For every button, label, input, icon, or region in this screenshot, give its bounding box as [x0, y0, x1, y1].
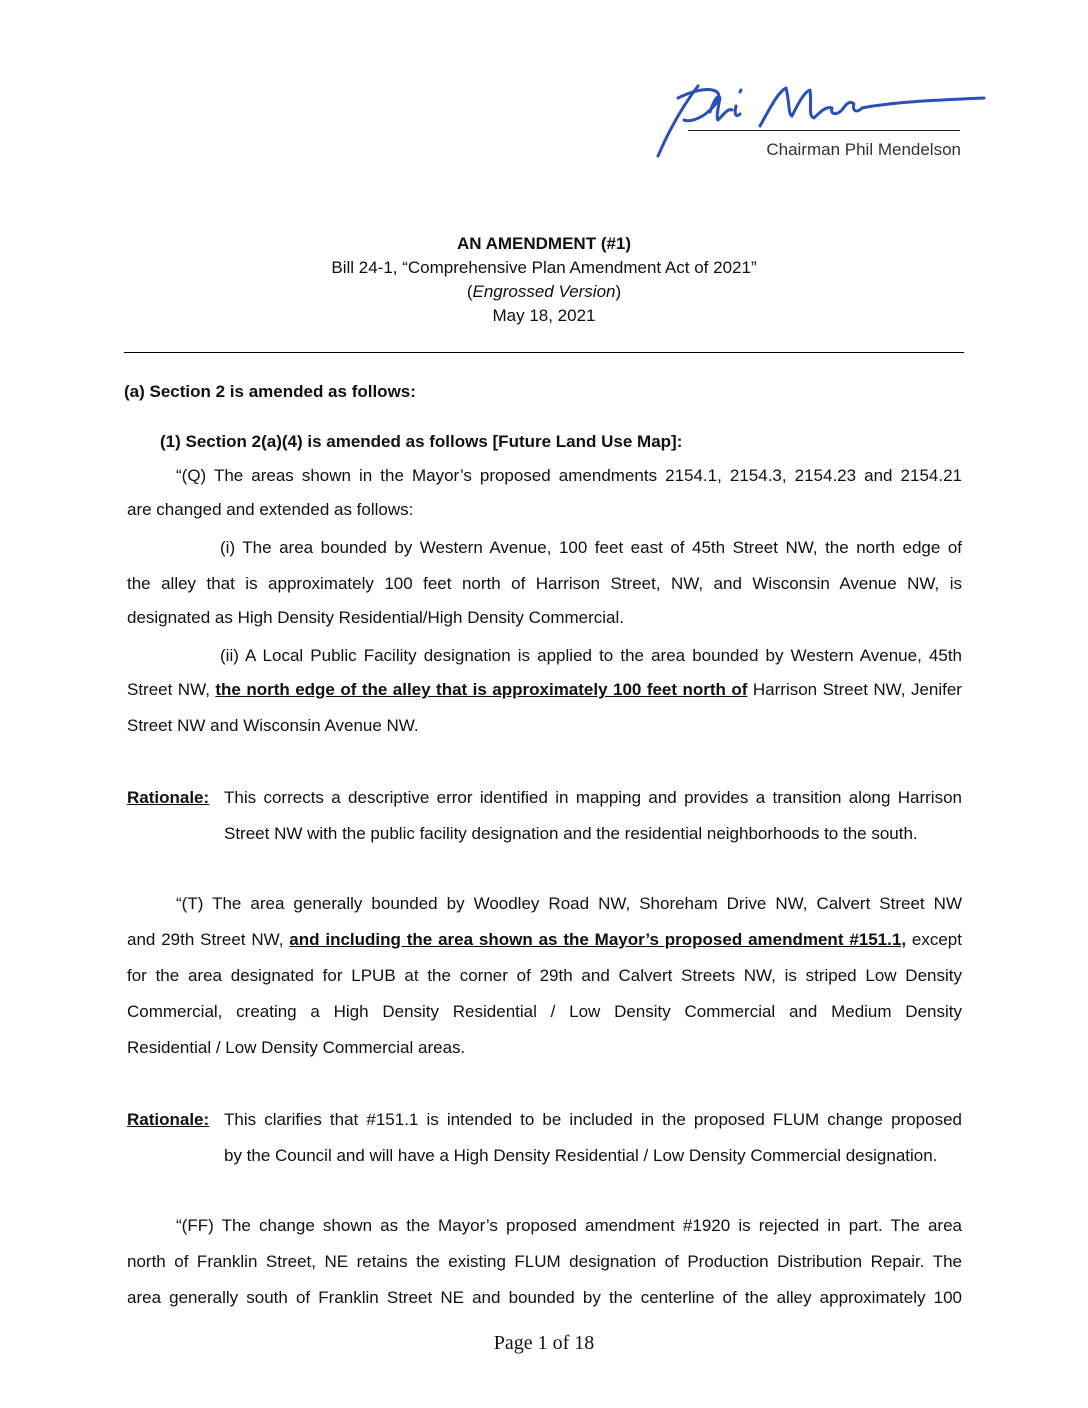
paragraph-ff-line: north of Franklin Street, NE retains the existing FLUM designation of Production Distribution Repair. The: [127, 1252, 962, 1271]
header-divider: [124, 352, 964, 353]
paragraph-q-i-line: designated as High Density Residential/High Density Commercial.: [127, 608, 625, 627]
section-1-heading: (1) Section 2(a)(4) is amended as follows [Future Land Use Map]:: [160, 432, 683, 451]
rationale-text: This clarifies that #151.1 is intended to be included in the proposed FLUM change proposed: [224, 1110, 962, 1129]
paragraph-q-ii-line: [127, 680, 962, 700]
version-open: (: [466, 282, 473, 301]
version-label: [0, 280, 1088, 304]
rationale-text: This corrects a descriptive error identified in mapping and provides a transition along Harrison: [224, 788, 962, 807]
bill-title: Bill 24-1, “Comprehensive Plan Amendment Act of 2021”: [331, 258, 757, 277]
paragraph-t-line: for the area designated for LPUB at the corner of 29th and Calvert Streets NW, is striped Low Density: [127, 966, 962, 985]
text-run: Harrison Street NW, Jenifer: [752, 680, 962, 699]
rationale-label: Rationale:: [127, 788, 210, 807]
amendment-date: May 18, 2021: [492, 306, 596, 325]
paragraph-t-line: “(T) The area generally bounded by Woodley Road NW, Shoreham Drive NW, Calvert Street NW: [176, 894, 962, 913]
paragraph-t-line: [127, 930, 962, 950]
paragraph-q-i-line: the alley that is approximately 100 feet north of Harrison Street, NW, and Wisconsin Avenue NW, is: [127, 574, 962, 593]
text-run: Street NW,: [127, 680, 210, 699]
inserted-text: and including the area shown as the Mayor’s proposed amendment #151.1,: [289, 930, 907, 949]
version-text: Engrossed Version: [472, 282, 616, 301]
paragraph-q-line: are changed and extended as follows:: [127, 500, 414, 519]
paragraph-q-i-line: (i) The area bounded by Western Avenue, 100 feet east of 45th Street NW, the north edge of: [220, 538, 962, 557]
text-run: and 29th Street NW,: [127, 930, 284, 949]
paragraph-ff-line: “(FF) The change shown as the Mayor’s proposed amendment #1920 is rejected in part. The area: [176, 1216, 962, 1235]
paragraph-t-line: Commercial, creating a High Density Residential / Low Density Commercial and Medium Density: [127, 1002, 962, 1021]
paragraph-q-ii-line: Street NW and Wisconsin Avenue NW.: [127, 716, 419, 735]
rationale-text: by the Council and will have a High Density Residential / Low Density Commercial designation.: [224, 1146, 938, 1165]
rationale-label: Rationale:: [127, 1110, 210, 1129]
paragraph-q-ii-line: (ii) A Local Public Facility designation is applied to the area bounded by Western Avenue, 45th: [220, 646, 962, 665]
signature-line: [688, 130, 960, 131]
version-close: ): [615, 282, 622, 301]
section-a-heading: (a) Section 2 is amended as follows:: [124, 382, 416, 401]
signatory-name: Chairman Phil Mendelson: [766, 140, 961, 159]
rationale-text: Street NW with the public facility designation and the residential neighborhoods to the south.: [224, 824, 918, 843]
text-run: except: [911, 930, 962, 949]
paragraph-ff-line: area generally south of Franklin Street NE and bounded by the centerline of the alley approximately 100: [127, 1288, 962, 1307]
paragraph-t-line: Residential / Low Density Commercial areas.: [127, 1038, 466, 1057]
amendment-title: AN AMENDMENT (#1): [456, 234, 632, 253]
paragraph-q-line: “(Q) The areas shown in the Mayor’s proposed amendments 2154.1, 2154.3, 2154.23 and 2154.21: [176, 466, 962, 485]
page-number: Page 1 of 18: [493, 1332, 595, 1354]
inserted-text: the north edge of the alley that is approximately 100 feet north of: [215, 680, 748, 699]
